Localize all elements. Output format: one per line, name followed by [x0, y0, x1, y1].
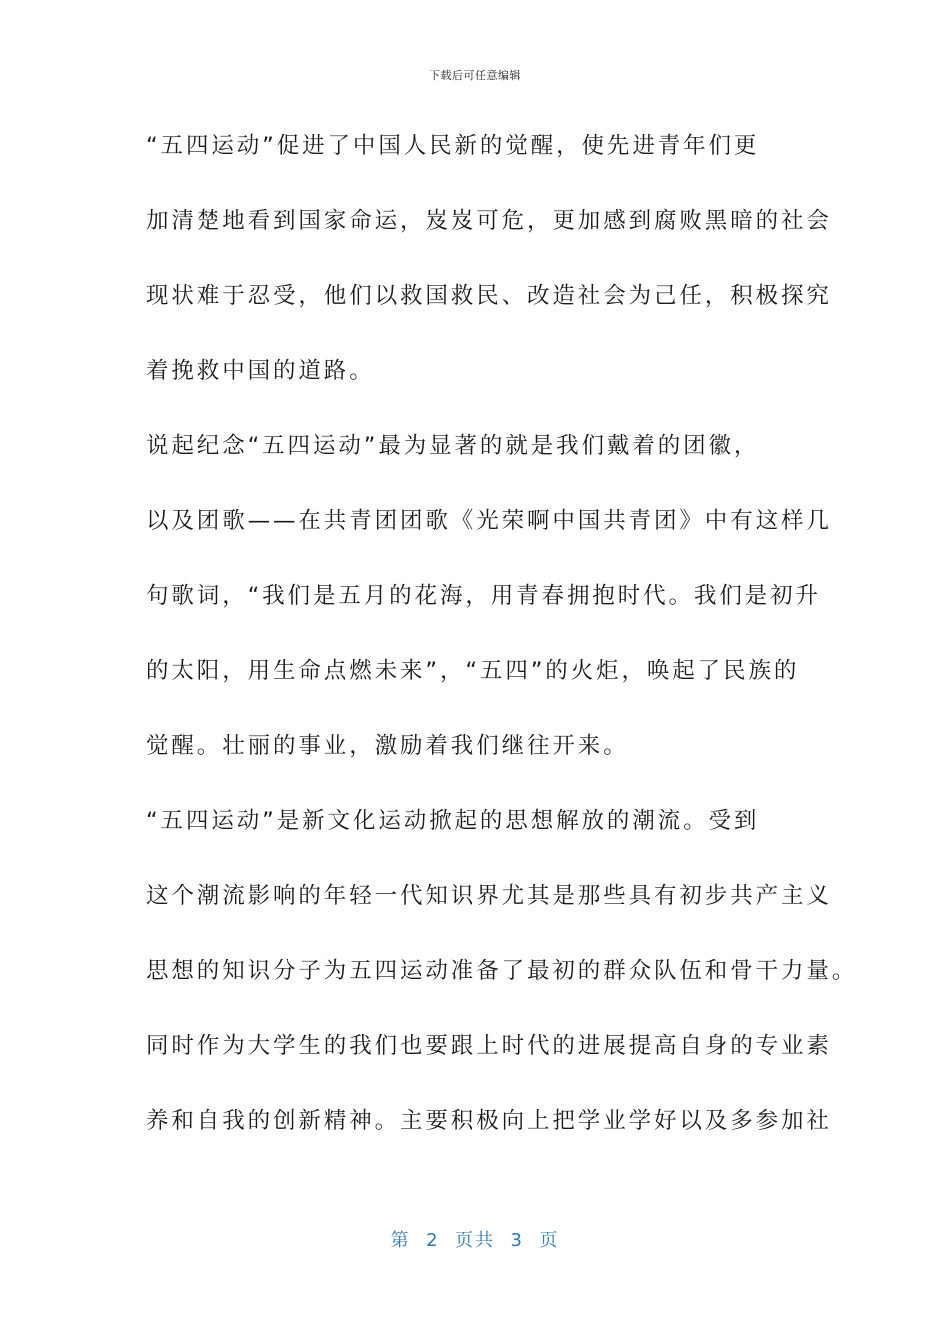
text-line: 加清楚地看到国家命运，岌岌可危，更加感到腐败黑暗的社会 — [146, 208, 832, 234]
text-line: 现状难于忍受，他们以救国救民、改造社会为己任，积极探究 — [146, 283, 832, 309]
header-note: 下载后可任意编辑 — [429, 69, 521, 82]
text-line: 说起纪念“五四运动”最为显著的就是我们戴着的团徽， — [146, 433, 760, 459]
body-text — [146, 125, 858, 1175]
text-line: 同时作为大学生的我们也要跟上时代的进展提高自身的专业素 — [146, 1033, 832, 1059]
text-line: “五四运动”促进了中国人民新的觉醒，使先进青年们更 — [146, 133, 760, 159]
text-line: 这个潮流影响的年轻一代知识界尤其是那些具有初步共产主义 — [146, 883, 832, 909]
text-line: 思想的知识分子为五四运动准备了最初的群众队伍和骨干力量。 — [146, 958, 858, 984]
text-line: 以及团歌——在共青团团歌《光荣啊中国共青团》中有这样几 — [146, 508, 832, 534]
text-line: “五四运动”是新文化运动掀起的思想解放的潮流。受到 — [146, 808, 760, 834]
text-line: 觉醒。壮丽的事业，激励着我们继往开来。 — [146, 733, 629, 759]
text-line: 的太阳，用生命点燃未来”，“五四”的火炬，唤起了民族的 — [146, 658, 800, 684]
text-line: 句歌词，“我们是五月的花海，用青春拥抱时代。我们是初升 — [146, 583, 821, 609]
text-line: 养和自我的创新精神。主要积极向上把学业学好以及多参加社 — [146, 1108, 832, 1134]
text-line: 着挽救中国的道路。 — [146, 358, 375, 384]
page-number-footer: 第 2 页共 3 页 — [390, 1230, 560, 1251]
